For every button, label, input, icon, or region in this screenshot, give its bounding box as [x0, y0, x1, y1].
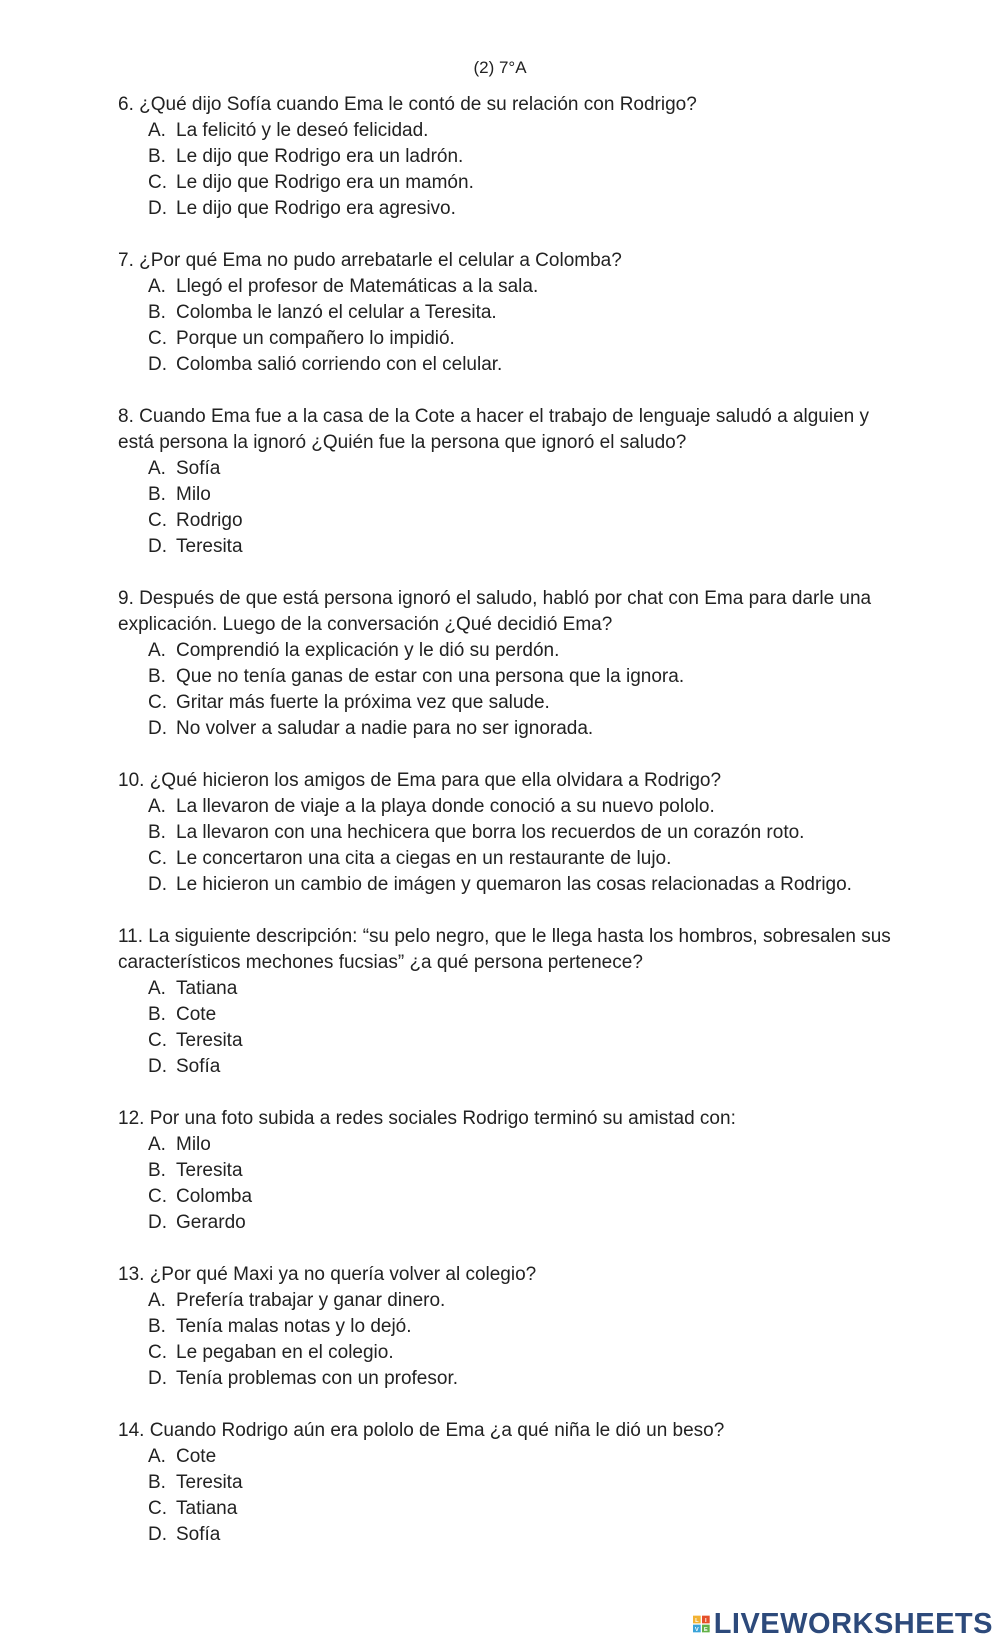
answer-options: [118, 794, 898, 898]
option-text: Le dijo que Rodrigo era agresivo.: [176, 198, 456, 219]
question-text: 11. La siguiente descripción: “su pelo negro, que le llega hasta los hombros, sobresalen sus característicos mechones fucsias” ¿a qué persona pertenece?: [118, 926, 891, 973]
answer-option[interactable]: [118, 664, 898, 690]
option-letter: D.: [148, 1368, 167, 1389]
answer-option[interactable]: [118, 976, 898, 1002]
option-text: Prefería trabajar y ganar dinero.: [176, 1290, 446, 1311]
question-text: 14. Cuando Rodrigo aún era pololo de Ema ¿a qué niña le dió un beso?: [118, 1420, 725, 1441]
option-letter: C.: [148, 1498, 167, 1519]
brand-watermark: [693, 1606, 993, 1642]
answer-option[interactable]: [118, 170, 898, 196]
option-letter: D.: [148, 198, 167, 219]
answer-option[interactable]: [118, 196, 898, 222]
option-text: Le dijo que Rodrigo era un ladrón.: [176, 146, 464, 167]
option-text: Teresita: [176, 1472, 243, 1493]
option-letter: B.: [148, 1004, 166, 1025]
option-letter: A.: [148, 458, 166, 479]
answer-option[interactable]: [118, 1444, 898, 1470]
option-letter: B.: [148, 1472, 166, 1493]
option-letter: B.: [148, 822, 166, 843]
option-letter: A.: [148, 1290, 166, 1311]
page-header: (2) 7°A: [473, 58, 527, 77]
option-text: La llevaron con una hechicera que borra los recuerdos de un corazón roto.: [176, 822, 805, 843]
option-letter: A.: [148, 640, 166, 661]
answer-option[interactable]: [118, 144, 898, 170]
option-letter: A.: [148, 796, 166, 817]
answer-option[interactable]: [118, 1470, 898, 1496]
question-12: [118, 1106, 898, 1236]
answer-option[interactable]: [118, 1496, 898, 1522]
answer-option[interactable]: [118, 690, 898, 716]
answer-option[interactable]: [118, 794, 898, 820]
question-text: 8. Cuando Ema fue a la casa de la Cote a hacer el trabajo de lenguaje saludó a alguien y está persona la ignoró ¿Quién fue la persona que ignoró el saludo?: [118, 406, 870, 453]
answer-option[interactable]: [118, 534, 898, 560]
option-letter: B.: [148, 484, 166, 505]
option-letter: C.: [148, 328, 167, 349]
option-text: Milo: [176, 1134, 211, 1155]
answer-option[interactable]: [118, 872, 898, 898]
option-text: No volver a saludar a nadie para no ser ignorada.: [176, 718, 594, 739]
answer-options: [118, 1444, 898, 1548]
option-text: Teresita: [176, 1160, 243, 1181]
option-text: Tatiana: [176, 1498, 238, 1519]
option-text: La llevaron de viaje a la playa donde conoció a su nuevo pololo.: [176, 796, 715, 817]
option-letter: C.: [148, 692, 167, 713]
option-letter: A.: [148, 1134, 166, 1155]
answer-option[interactable]: [118, 456, 898, 482]
option-letter: C.: [148, 510, 167, 531]
answer-option[interactable]: [118, 1054, 898, 1080]
option-text: Sofía: [176, 1524, 221, 1545]
option-text: Comprendió la explicación y le dió su perdón.: [176, 640, 560, 661]
answer-options: [118, 1132, 898, 1236]
option-text: Tenía problemas con un profesor.: [176, 1368, 459, 1389]
option-letter: B.: [148, 666, 166, 687]
answer-option[interactable]: [118, 1522, 898, 1548]
option-text: Sofía: [176, 458, 221, 479]
option-letter: A.: [148, 1446, 166, 1467]
answer-option[interactable]: [118, 1028, 898, 1054]
option-text: Le hicieron un cambio de imágen y quemaron las cosas relacionadas a Rodrigo.: [176, 874, 852, 895]
option-letter: C.: [148, 1186, 167, 1207]
option-text: Milo: [176, 484, 211, 505]
question-10: [118, 768, 898, 898]
option-text: Teresita: [176, 1030, 243, 1051]
question-text: 7. ¿Por qué Ema no pudo arrebatarle el celular a Colomba?: [118, 250, 622, 271]
question-7: [118, 248, 898, 378]
option-text: Colomba salió corriendo con el celular.: [176, 354, 503, 375]
option-text: Gerardo: [176, 1212, 246, 1233]
answer-option[interactable]: [118, 1340, 898, 1366]
option-letter: D.: [148, 1212, 167, 1233]
answer-option[interactable]: [118, 1366, 898, 1392]
option-text: Colomba: [176, 1186, 253, 1207]
option-letter: C.: [148, 848, 167, 869]
answer-options: [118, 638, 898, 742]
option-text: Sofía: [176, 1056, 221, 1077]
option-text: Porque un compañero lo impidió.: [176, 328, 455, 349]
option-letter: D.: [148, 874, 167, 895]
questions-list: [118, 92, 898, 1574]
answer-option[interactable]: [118, 1158, 898, 1184]
option-letter: C.: [148, 1342, 167, 1363]
svg-text:V: V: [694, 1627, 699, 1634]
answer-option[interactable]: [118, 274, 898, 300]
answer-option[interactable]: [118, 1210, 898, 1236]
option-letter: B.: [148, 1160, 166, 1181]
answer-option[interactable]: [118, 508, 898, 534]
answer-options: [118, 456, 898, 560]
svg-text:L: L: [695, 1618, 699, 1625]
option-text: Cote: [176, 1004, 217, 1025]
answer-option[interactable]: [118, 326, 898, 352]
answer-option[interactable]: [118, 1002, 898, 1028]
liveworksheets-logo-icon: [693, 1611, 710, 1637]
option-text: Gritar más fuerte la próxima vez que salude.: [176, 692, 550, 713]
option-letter: B.: [148, 146, 166, 167]
option-letter: B.: [148, 302, 166, 323]
answer-option[interactable]: [118, 482, 898, 508]
brand-name: LIVEWORKSHEETS: [713, 1607, 993, 1640]
answer-options: [118, 274, 898, 378]
answer-options: [118, 118, 898, 222]
question-14: [118, 1418, 898, 1548]
question-8: [118, 404, 898, 560]
question-text: 13. ¿Por qué Maxi ya no quería volver al colegio?: [118, 1264, 537, 1285]
svg-text:E: E: [703, 1627, 708, 1634]
answer-option[interactable]: [118, 1288, 898, 1314]
option-letter: A.: [148, 978, 166, 999]
option-letter: D.: [148, 354, 167, 375]
option-text: Le dijo que Rodrigo era un mamón.: [176, 172, 474, 193]
option-text: Teresita: [176, 536, 243, 557]
question-text: 12. Por una foto subida a redes sociales Rodrigo terminó su amistad con:: [118, 1108, 736, 1129]
question-text: 9. Después de que está persona ignoró el saludo, habló por chat con Ema para darle una explicación. Luego de la conversación ¿Qué decidió Ema?: [118, 588, 872, 635]
option-letter: A.: [148, 276, 166, 297]
option-letter: A.: [148, 120, 166, 141]
answer-option[interactable]: [118, 716, 898, 742]
question-text: 10. ¿Qué hicieron los amigos de Ema para que ella olvidara a Rodrigo?: [118, 770, 722, 791]
answer-options: [118, 976, 898, 1080]
question-11: [118, 924, 898, 1080]
option-letter: D.: [148, 1056, 167, 1077]
question-13: [118, 1262, 898, 1392]
answer-option[interactable]: [118, 352, 898, 378]
option-letter: B.: [148, 1316, 166, 1337]
option-text: Cote: [176, 1446, 217, 1467]
option-text: Tenía malas notas y lo dejó.: [176, 1316, 412, 1337]
option-text: Le concertaron una cita a ciegas en un restaurante de lujo.: [176, 848, 672, 869]
answer-option[interactable]: [118, 1132, 898, 1158]
answer-option[interactable]: [118, 638, 898, 664]
answer-option[interactable]: [118, 846, 898, 872]
question-6: [118, 92, 898, 222]
option-letter: C.: [148, 172, 167, 193]
option-letter: D.: [148, 1524, 167, 1545]
option-text: Tatiana: [176, 978, 238, 999]
svg-text:I: I: [705, 1618, 707, 1625]
option-text: Llegó el profesor de Matemáticas a la sala.: [176, 276, 539, 297]
answer-option[interactable]: [118, 1314, 898, 1340]
option-letter: D.: [148, 536, 167, 557]
answer-option[interactable]: [118, 1184, 898, 1210]
answer-option[interactable]: [118, 300, 898, 326]
answer-option[interactable]: [118, 118, 898, 144]
option-text: Le pegaban en el colegio.: [176, 1342, 394, 1363]
answer-options: [118, 1288, 898, 1392]
option-text: Colomba le lanzó el celular a Teresita.: [176, 302, 497, 323]
answer-option[interactable]: [118, 820, 898, 846]
option-letter: D.: [148, 718, 167, 739]
question-text: 6. ¿Qué dijo Sofía cuando Ema le contó de su relación con Rodrigo?: [118, 94, 697, 115]
option-text: La felicitó y le deseó felicidad.: [176, 120, 429, 141]
option-text: Que no tenía ganas de estar con una persona que la ignora.: [176, 666, 685, 687]
question-9: [118, 586, 898, 742]
option-letter: C.: [148, 1030, 167, 1051]
option-text: Rodrigo: [176, 510, 243, 531]
